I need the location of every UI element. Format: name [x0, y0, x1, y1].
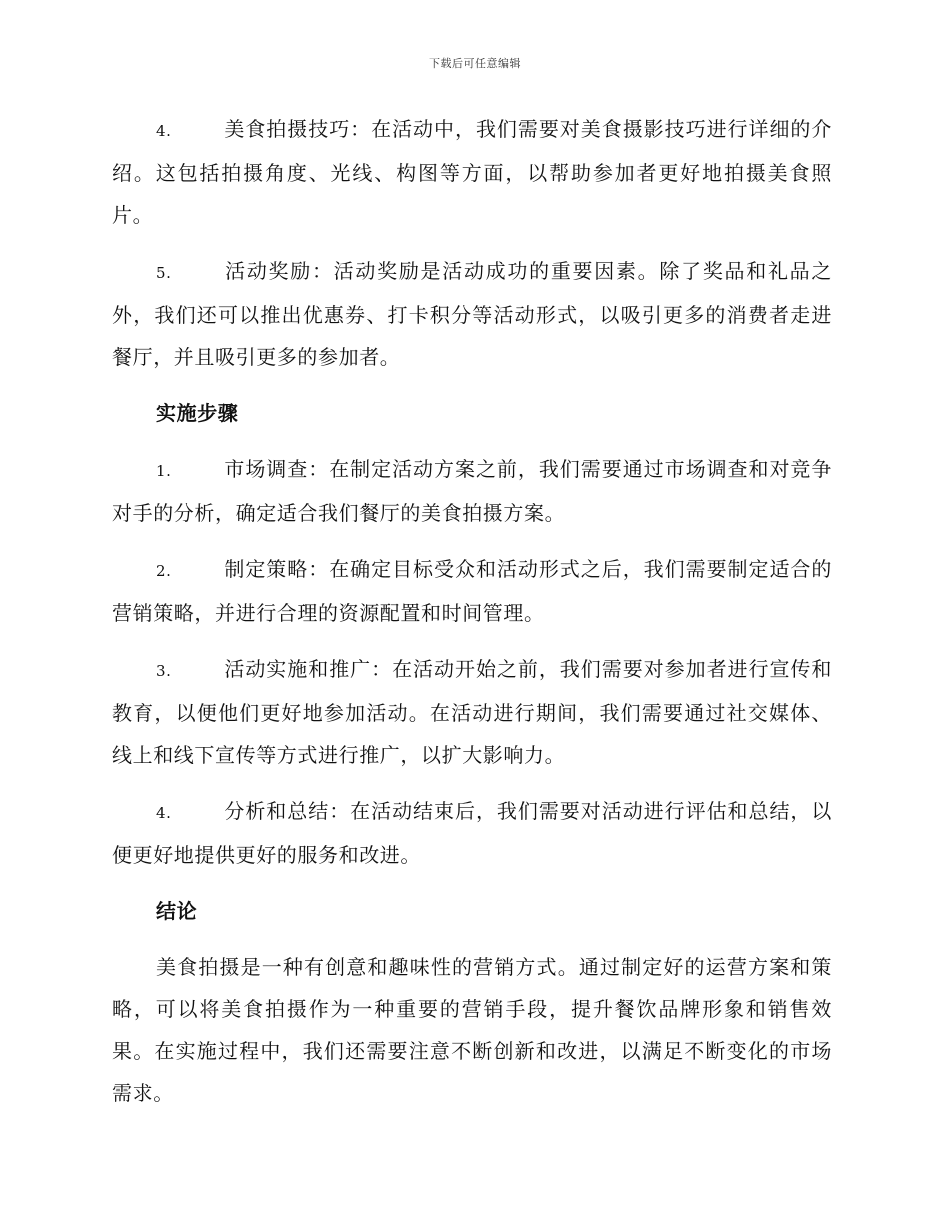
list-item-number: 4.: [156, 122, 172, 140]
list-item-text: 活动实施和推广：在活动开始之前，我们需要对参加者进行宣传和教育，以便他们更好地参加活动。在活动进行期间，我们需要通过社交媒体、线上和线下宣传等方式进行推广，以扩大影响力。: [112, 657, 832, 767]
list-item: [112, 790, 832, 876]
list-item: [112, 108, 832, 236]
section-heading-conclusion: 结论: [156, 899, 198, 923]
list-item-text: 活动奖励：活动奖励是活动成功的重要因素。除了奖品和礼品之外，我们还可以推出优惠券、打卡积分等活动形式，以吸引更多的消费者走进餐厅，并且吸引更多的参加者。: [112, 259, 832, 369]
page-header: 下载后可任意编辑: [429, 57, 521, 70]
list-item-number: 3.: [156, 662, 172, 680]
list-item: [112, 648, 832, 776]
list-item-number: 2.: [156, 562, 172, 580]
list-item-text: 市场调查：在制定活动方案之前，我们需要通过市场调查和对竞争对手的分析，确定适合我们餐厅的美食拍摄方案。: [112, 457, 832, 525]
list-item-text: 美食拍摄技巧：在活动中，我们需要对美食摄影技巧进行详细的介绍。这包括拍摄角度、光线、构图等方面，以帮助参加者更好地拍摄美食照片。: [112, 117, 832, 227]
document-body: [112, 108, 832, 1128]
list-item-number: 1.: [156, 462, 172, 480]
list-item: [112, 448, 832, 534]
conclusion-paragraph: 美食拍摄是一种有创意和趣味性的营销方式。通过制定好的运营方案和策略，可以将美食拍摄作为一种重要的营销手段，提升餐饮品牌形象和销售效果。在实施过程中，我们还需要注意不断创新和改进，以满足不断变化的市场需求。: [112, 955, 832, 1105]
list-item-number: 5.: [156, 264, 172, 282]
list-item: [112, 250, 832, 378]
list-item-text: 分析和总结：在活动结束后，我们需要对活动进行评估和总结，以便更好地提供更好的服务和改进。: [112, 799, 832, 867]
list-item-number: 4.: [156, 804, 172, 822]
list-item-text: 制定策略：在确定目标受众和活动形式之后，我们需要制定适合的营销策略，并进行合理的资源配置和时间管理。: [112, 557, 832, 625]
list-item: [112, 548, 832, 634]
section-heading-steps: 实施步骤: [156, 401, 239, 425]
